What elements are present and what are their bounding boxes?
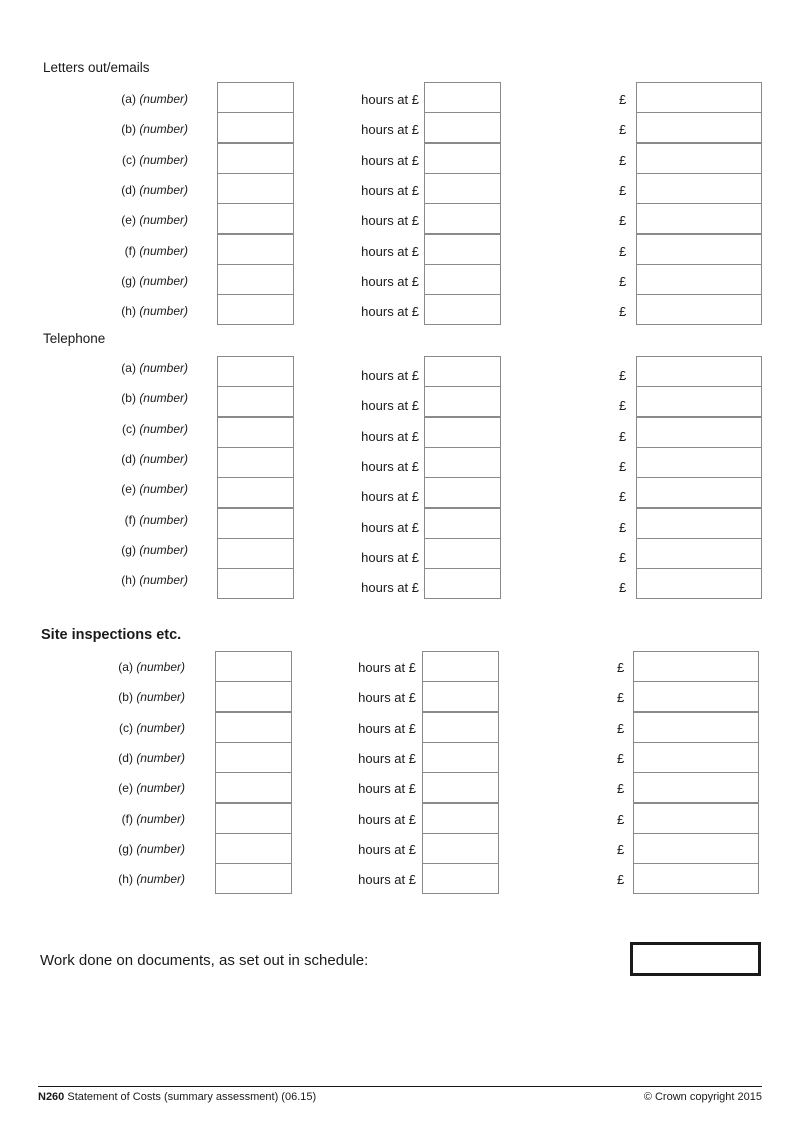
number-input[interactable] <box>217 143 294 174</box>
amount-input[interactable] <box>636 82 762 113</box>
row-letter: (a) <box>121 92 136 106</box>
row-label <box>118 660 185 674</box>
row-label <box>122 812 185 826</box>
hours-at-label: hours at £ <box>361 274 419 289</box>
hourly-rate-input[interactable] <box>424 203 501 234</box>
hours-at-label: hours at £ <box>361 244 419 259</box>
hourly-rate-input[interactable] <box>422 863 499 894</box>
hourly-rate-input[interactable] <box>422 803 499 834</box>
hourly-rate-input[interactable] <box>424 82 501 113</box>
hours-at-label: hours at £ <box>361 92 419 107</box>
row-label <box>121 482 188 496</box>
row-number-hint: (number) <box>136 872 185 886</box>
row-label <box>121 213 188 227</box>
row-label <box>121 274 188 288</box>
hourly-rate-input[interactable] <box>424 356 501 387</box>
row-letter: (e) <box>121 482 136 496</box>
hourly-rate-input[interactable] <box>424 477 501 508</box>
number-input[interactable] <box>215 833 292 864</box>
hours-at-label: hours at £ <box>361 398 419 413</box>
hourly-rate-input[interactable] <box>424 538 501 569</box>
amount-input[interactable] <box>636 386 762 417</box>
hourly-rate-input[interactable] <box>422 742 499 773</box>
row-letter: (d) <box>121 183 136 197</box>
currency-symbol: £ <box>619 274 627 289</box>
hourly-rate-input[interactable] <box>424 264 501 295</box>
form-title: Statement of Costs (summary assessment) (06.15) <box>67 1091 317 1103</box>
currency-symbol: £ <box>619 153 627 168</box>
row-number-hint: (number) <box>136 842 185 856</box>
number-input[interactable] <box>215 742 292 773</box>
number-input[interactable] <box>215 772 292 803</box>
currency-symbol: £ <box>617 690 625 705</box>
currency-symbol: £ <box>619 459 627 474</box>
row-letter: (b) <box>121 391 136 405</box>
row-number-hint: (number) <box>139 213 188 227</box>
row-number-hint: (number) <box>139 482 188 496</box>
row-letter: (f) <box>124 244 136 258</box>
row-number-hint: (number) <box>139 304 188 318</box>
number-input[interactable] <box>217 356 294 387</box>
row-letter: (h) <box>121 573 136 587</box>
section-title: Telephone <box>43 331 106 346</box>
number-input[interactable] <box>217 112 294 143</box>
documents-label: Work done on documents, as set out in schedule: <box>40 952 369 969</box>
row-number-hint: (number) <box>139 452 188 466</box>
hourly-rate-input[interactable] <box>424 447 501 478</box>
row-letter: (h) <box>118 872 133 886</box>
row-label <box>125 513 188 527</box>
hours-at-label: hours at £ <box>361 459 419 474</box>
row-letter: (b) <box>118 690 133 704</box>
number-input[interactable] <box>215 681 292 712</box>
number-input[interactable] <box>217 568 294 599</box>
amount-input[interactable] <box>636 203 762 234</box>
amount-input[interactable] <box>636 173 762 204</box>
hourly-rate-input[interactable] <box>422 651 499 682</box>
row-number-hint: (number) <box>139 543 188 557</box>
amount-input[interactable] <box>633 712 759 743</box>
number-input[interactable] <box>217 447 294 478</box>
hourly-rate-input[interactable] <box>424 143 501 174</box>
hours-at-label: hours at £ <box>361 580 419 595</box>
section-title: Site inspections etc. <box>41 627 182 643</box>
hourly-rate-input[interactable] <box>424 112 501 143</box>
number-input[interactable] <box>215 803 292 834</box>
row-letter: (h) <box>121 304 136 318</box>
currency-symbol: £ <box>617 872 625 887</box>
row-letter: (c) <box>118 721 133 735</box>
hours-at-label: hours at £ <box>358 690 416 705</box>
row-letter: (d) <box>118 751 133 765</box>
row-label <box>121 452 188 466</box>
hourly-rate-input[interactable] <box>424 173 501 204</box>
hourly-rate-input[interactable] <box>422 712 499 743</box>
number-input[interactable] <box>217 538 294 569</box>
hours-at-label: hours at £ <box>361 429 419 444</box>
hourly-rate-input[interactable] <box>424 568 501 599</box>
row-number-hint: (number) <box>139 361 188 375</box>
row-letter: (g) <box>121 274 136 288</box>
amount-input[interactable] <box>633 681 759 712</box>
hourly-rate-input[interactable] <box>424 386 501 417</box>
amount-input[interactable] <box>636 568 762 599</box>
currency-symbol: £ <box>617 812 625 827</box>
currency-symbol: £ <box>617 842 625 857</box>
hours-at-label: hours at £ <box>361 489 419 504</box>
currency-symbol: £ <box>619 580 627 595</box>
amount-input[interactable] <box>636 112 762 143</box>
number-input[interactable] <box>215 863 292 894</box>
currency-symbol: £ <box>617 721 625 736</box>
number-input[interactable] <box>217 264 294 295</box>
currency-symbol: £ <box>617 781 625 796</box>
amount-input[interactable] <box>633 742 759 773</box>
currency-symbol: £ <box>619 92 627 107</box>
amount-input[interactable] <box>636 538 762 569</box>
amount-input[interactable] <box>633 651 759 682</box>
row-label <box>121 573 188 587</box>
row-number-hint: (number) <box>136 781 185 795</box>
amount-input[interactable] <box>636 417 762 448</box>
currency-symbol: £ <box>619 489 627 504</box>
row-letter: (g) <box>121 543 136 557</box>
currency-symbol: £ <box>619 520 627 535</box>
row-label <box>118 751 185 765</box>
footer-divider <box>38 1086 762 1087</box>
row-number-hint: (number) <box>139 573 188 587</box>
hours-at-label: hours at £ <box>358 751 416 766</box>
hourly-rate-input[interactable] <box>422 833 499 864</box>
row-number-hint: (number) <box>139 92 188 106</box>
currency-symbol: £ <box>619 213 627 228</box>
number-input[interactable] <box>217 477 294 508</box>
row-label <box>118 872 185 886</box>
row-letter: (b) <box>121 122 136 136</box>
number-input[interactable] <box>217 294 294 325</box>
row-number-hint: (number) <box>139 391 188 405</box>
amount-input[interactable] <box>636 477 762 508</box>
currency-symbol: £ <box>619 183 627 198</box>
amount-input[interactable] <box>633 863 759 894</box>
row-number-hint: (number) <box>136 721 185 735</box>
amount-input[interactable] <box>636 508 762 539</box>
row-letter: (a) <box>118 660 133 674</box>
hourly-rate-input[interactable] <box>422 772 499 803</box>
hourly-rate-input[interactable] <box>424 234 501 265</box>
number-input[interactable] <box>217 417 294 448</box>
row-label <box>121 304 188 318</box>
currency-symbol: £ <box>619 429 627 444</box>
row-letter: (e) <box>118 781 133 795</box>
currency-symbol: £ <box>619 304 627 319</box>
hours-at-label: hours at £ <box>358 872 416 887</box>
hours-at-label: hours at £ <box>358 812 416 827</box>
hourly-rate-input[interactable] <box>424 417 501 448</box>
hours-at-label: hours at £ <box>361 550 419 565</box>
row-label <box>118 842 185 856</box>
hours-at-label: hours at £ <box>361 520 419 535</box>
row-label <box>118 781 185 795</box>
row-label <box>122 422 188 436</box>
row-number-hint: (number) <box>136 660 185 674</box>
row-label <box>121 543 188 557</box>
amount-input[interactable] <box>636 143 762 174</box>
hourly-rate-input[interactable] <box>422 681 499 712</box>
section-title: Letters out/emails <box>43 60 150 75</box>
amount-input[interactable] <box>636 356 762 387</box>
row-number-hint: (number) <box>139 274 188 288</box>
row-number-hint: (number) <box>139 422 188 436</box>
currency-symbol: £ <box>619 368 627 383</box>
amount-input[interactable] <box>636 294 762 325</box>
hours-at-label: hours at £ <box>361 122 419 137</box>
currency-symbol: £ <box>619 244 627 259</box>
hours-at-label: hours at £ <box>361 368 419 383</box>
currency-symbol: £ <box>619 398 627 413</box>
row-letter: (g) <box>118 842 133 856</box>
footer-form-title <box>38 1091 316 1103</box>
number-input[interactable] <box>217 508 294 539</box>
hours-at-label: hours at £ <box>358 721 416 736</box>
row-letter: (a) <box>121 361 136 375</box>
currency-symbol: £ <box>619 122 627 137</box>
row-label <box>121 391 188 405</box>
number-input[interactable] <box>215 712 292 743</box>
row-number-hint: (number) <box>136 812 185 826</box>
number-input[interactable] <box>217 203 294 234</box>
footer-copyright: © Crown copyright 2015 <box>643 1091 762 1103</box>
number-input[interactable] <box>217 173 294 204</box>
row-number-hint: (number) <box>139 513 188 527</box>
hourly-rate-input[interactable] <box>424 508 501 539</box>
number-input[interactable] <box>217 82 294 113</box>
hours-at-label: hours at £ <box>361 213 419 228</box>
amount-input[interactable] <box>636 234 762 265</box>
row-label <box>121 183 188 197</box>
row-label <box>122 153 188 167</box>
hours-at-label: hours at £ <box>358 781 416 796</box>
hours-at-label: hours at £ <box>361 304 419 319</box>
row-letter: (e) <box>121 213 136 227</box>
row-letter: (c) <box>121 153 136 167</box>
number-input[interactable] <box>217 386 294 417</box>
amount-input[interactable] <box>633 833 759 864</box>
row-number-hint: (number) <box>139 244 188 258</box>
hours-at-label: hours at £ <box>358 842 416 857</box>
row-letter: (d) <box>121 452 136 466</box>
hours-at-label: hours at £ <box>361 153 419 168</box>
row-label <box>119 721 185 735</box>
number-input[interactable] <box>217 234 294 265</box>
amount-input[interactable] <box>633 803 759 834</box>
hours-at-label: hours at £ <box>361 183 419 198</box>
form-code: N260 <box>38 1091 65 1103</box>
hourly-rate-input[interactable] <box>424 294 501 325</box>
row-number-hint: (number) <box>139 153 188 167</box>
row-label <box>118 690 185 704</box>
row-label <box>121 92 188 106</box>
row-label <box>121 361 188 375</box>
documents-total-field[interactable] <box>630 942 761 976</box>
row-number-hint: (number) <box>139 122 188 136</box>
row-number-hint: (number) <box>136 690 185 704</box>
amount-input[interactable] <box>633 772 759 803</box>
row-number-hint: (number) <box>136 751 185 765</box>
currency-symbol: £ <box>617 660 625 675</box>
amount-input[interactable] <box>636 447 762 478</box>
row-number-hint: (number) <box>139 183 188 197</box>
currency-symbol: £ <box>617 751 625 766</box>
row-letter: (c) <box>121 422 136 436</box>
number-input[interactable] <box>215 651 292 682</box>
row-label <box>125 244 188 258</box>
row-letter: (f) <box>121 812 133 826</box>
hours-at-label: hours at £ <box>358 660 416 675</box>
currency-symbol: £ <box>619 550 627 565</box>
row-letter: (f) <box>124 513 136 527</box>
amount-input[interactable] <box>636 264 762 295</box>
row-label <box>121 122 188 136</box>
